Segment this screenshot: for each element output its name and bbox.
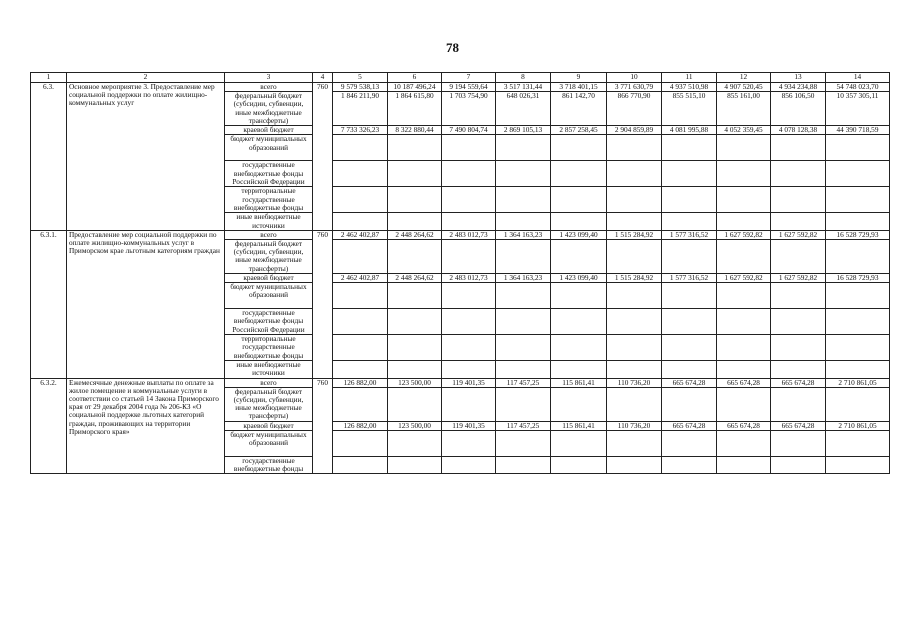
funding-source: территориальные государственные внебюджетные фонды <box>225 335 313 361</box>
value-cell: 1 577 316,52 <box>662 274 717 283</box>
value-cell: 855 161,00 <box>717 92 771 126</box>
value-cell: 3 771 630,79 <box>607 83 662 92</box>
value-cell: 3 718 401,15 <box>551 83 607 92</box>
executor-code: 760 <box>313 83 333 231</box>
value-cell <box>607 135 662 161</box>
value-cell <box>333 161 388 187</box>
value-cell <box>333 240 388 274</box>
value-cell <box>333 457 388 474</box>
value-cell <box>717 361 771 378</box>
value-cell <box>551 283 607 309</box>
value-cell: 4 081 995,88 <box>662 126 717 135</box>
value-cell: 117 457,25 <box>496 421 551 430</box>
value-cell: 4 052 359,45 <box>717 126 771 135</box>
value-cell <box>388 457 442 474</box>
value-cell <box>551 213 607 230</box>
value-cell: 2 483 012,73 <box>442 230 496 239</box>
value-cell: 126 882,00 <box>333 421 388 430</box>
column-header-row <box>31 73 890 83</box>
value-cell <box>442 135 496 161</box>
table-row <box>31 83 890 92</box>
value-cell <box>496 283 551 309</box>
value-cell <box>826 457 890 474</box>
value-cell <box>496 187 551 213</box>
funding-source: краевой бюджет <box>225 126 313 135</box>
value-cell <box>607 283 662 309</box>
funding-source: территориальные государственные внебюджетные фонды <box>225 187 313 213</box>
value-cell: 10 357 305,11 <box>826 92 890 126</box>
value-cell <box>826 187 890 213</box>
value-cell: 4 937 510,98 <box>662 83 717 92</box>
value-cell <box>662 387 717 421</box>
item-title: Ежемесячные денежные выплаты по оплате за жилое помещение и коммунальные услуги в соответствии со статьей 14 Закона Приморского края от 29 декабря 2004 года № 206-КЗ «О социальной поддержке льготных категорий граждан, проживающих на территории Приморского края» <box>67 378 225 474</box>
value-cell: 1 864 615,80 <box>388 92 442 126</box>
value-cell: 4 078 128,38 <box>771 126 826 135</box>
column-header: 4 <box>313 73 333 83</box>
value-cell <box>717 335 771 361</box>
value-cell <box>771 457 826 474</box>
value-cell <box>388 387 442 421</box>
column-header: 6 <box>388 73 442 83</box>
value-cell <box>771 387 826 421</box>
value-cell <box>717 135 771 161</box>
value-cell: 110 736,20 <box>607 421 662 430</box>
value-cell: 855 515,10 <box>662 92 717 126</box>
value-cell: 7 490 804,74 <box>442 126 496 135</box>
column-header: 13 <box>771 73 826 83</box>
value-cell <box>662 431 717 457</box>
value-cell <box>388 361 442 378</box>
value-cell: 123 500,00 <box>388 421 442 430</box>
value-cell: 10 187 496,24 <box>388 83 442 92</box>
value-cell <box>607 213 662 230</box>
value-cell <box>551 187 607 213</box>
value-cell: 7 733 326,23 <box>333 126 388 135</box>
value-cell: 2 869 105,13 <box>496 126 551 135</box>
funding-source: федеральный бюджет (субсидии, субвенции, иные межбюджетные трансферты) <box>225 240 313 274</box>
value-cell <box>388 431 442 457</box>
value-cell <box>717 283 771 309</box>
value-cell <box>388 309 442 335</box>
value-cell <box>607 161 662 187</box>
item-title: Предоставление мер социальной поддержки по оплате жилищно-коммунальных услуг в Приморском крае льготным категориям граждан <box>67 230 225 378</box>
value-cell <box>333 361 388 378</box>
value-cell <box>662 309 717 335</box>
value-cell: 2 462 402,87 <box>333 230 388 239</box>
value-cell <box>496 309 551 335</box>
column-header: 3 <box>225 73 313 83</box>
funding-source: государственные внебюджетные фонды Российской Федерации <box>225 161 313 187</box>
page-number: 78 <box>446 40 459 55</box>
value-cell <box>717 213 771 230</box>
value-cell: 16 528 729,93 <box>826 230 890 239</box>
value-cell <box>551 457 607 474</box>
value-cell: 1 577 316,52 <box>662 230 717 239</box>
column-header: 10 <box>607 73 662 83</box>
value-cell <box>607 387 662 421</box>
value-cell: 648 026,31 <box>496 92 551 126</box>
value-cell <box>551 309 607 335</box>
value-cell: 123 500,00 <box>388 378 442 387</box>
value-cell <box>551 161 607 187</box>
value-cell <box>607 309 662 335</box>
value-cell: 117 457,25 <box>496 378 551 387</box>
value-cell <box>442 161 496 187</box>
value-cell <box>442 213 496 230</box>
value-cell <box>717 187 771 213</box>
value-cell <box>771 135 826 161</box>
value-cell <box>662 213 717 230</box>
value-cell <box>826 240 890 274</box>
value-cell <box>442 431 496 457</box>
value-cell <box>333 387 388 421</box>
value-cell: 665 674,28 <box>717 421 771 430</box>
value-cell <box>717 161 771 187</box>
column-header: 7 <box>442 73 496 83</box>
value-cell: 1 364 163,23 <box>496 230 551 239</box>
value-cell <box>442 283 496 309</box>
value-cell: 110 736,20 <box>607 378 662 387</box>
column-header: 12 <box>717 73 771 83</box>
value-cell: 665 674,28 <box>771 378 826 387</box>
value-cell: 119 401,35 <box>442 378 496 387</box>
value-cell: 2 462 402,87 <box>333 274 388 283</box>
value-cell <box>496 361 551 378</box>
value-cell <box>496 240 551 274</box>
value-cell <box>496 431 551 457</box>
value-cell: 119 401,35 <box>442 421 496 430</box>
value-cell <box>662 335 717 361</box>
value-cell <box>826 387 890 421</box>
value-cell: 2 710 861,05 <box>826 421 890 430</box>
value-cell <box>496 457 551 474</box>
value-cell <box>826 361 890 378</box>
column-header: 5 <box>333 73 388 83</box>
value-cell <box>388 161 442 187</box>
funding-source: бюджет муниципальных образований <box>225 283 313 309</box>
table-row <box>31 230 890 239</box>
value-cell <box>388 283 442 309</box>
value-cell: 2 710 861,05 <box>826 378 890 387</box>
value-cell: 2 448 264,62 <box>388 274 442 283</box>
value-cell: 1 627 592,82 <box>771 274 826 283</box>
value-cell <box>607 457 662 474</box>
value-cell <box>333 309 388 335</box>
value-cell <box>496 213 551 230</box>
value-cell: 1 423 099,40 <box>551 230 607 239</box>
value-cell: 1 846 211,90 <box>333 92 388 126</box>
value-cell <box>442 387 496 421</box>
value-cell: 115 861,41 <box>551 421 607 430</box>
value-cell: 2 483 012,73 <box>442 274 496 283</box>
value-cell <box>771 431 826 457</box>
value-cell <box>442 361 496 378</box>
value-cell <box>771 335 826 361</box>
value-cell: 2 448 264,62 <box>388 230 442 239</box>
value-cell: 115 861,41 <box>551 378 607 387</box>
value-cell: 2 857 258,45 <box>551 126 607 135</box>
value-cell <box>826 161 890 187</box>
value-cell <box>442 309 496 335</box>
value-cell <box>717 431 771 457</box>
value-cell <box>607 335 662 361</box>
budget-table <box>30 72 890 474</box>
value-cell <box>551 361 607 378</box>
value-cell: 861 142,70 <box>551 92 607 126</box>
value-cell <box>607 240 662 274</box>
column-header: 2 <box>67 73 225 83</box>
column-header: 11 <box>662 73 717 83</box>
value-cell <box>662 283 717 309</box>
value-cell <box>551 387 607 421</box>
value-cell <box>826 213 890 230</box>
value-cell: 1 423 099,40 <box>551 274 607 283</box>
value-cell: 665 674,28 <box>662 421 717 430</box>
value-cell <box>551 240 607 274</box>
value-cell <box>388 213 442 230</box>
value-cell <box>662 187 717 213</box>
value-cell <box>771 187 826 213</box>
value-cell <box>662 361 717 378</box>
value-cell <box>607 187 662 213</box>
funding-source: федеральный бюджет (субсидии, субвенции, иные межбюджетные трансферты) <box>225 387 313 421</box>
value-cell <box>442 240 496 274</box>
value-cell <box>771 161 826 187</box>
column-header: 14 <box>826 73 890 83</box>
value-cell <box>551 135 607 161</box>
value-cell <box>826 309 890 335</box>
value-cell <box>333 135 388 161</box>
value-cell <box>662 240 717 274</box>
value-cell <box>333 283 388 309</box>
value-cell: 4 907 520,45 <box>717 83 771 92</box>
funding-source: краевой бюджет <box>225 274 313 283</box>
funding-source: иные внебюджетные источники <box>225 213 313 230</box>
value-cell: 1 515 284,92 <box>607 274 662 283</box>
value-cell: 1 627 592,82 <box>717 230 771 239</box>
value-cell: 44 390 718,59 <box>826 126 890 135</box>
value-cell: 1 515 284,92 <box>607 230 662 239</box>
value-cell: 126 882,00 <box>333 378 388 387</box>
value-cell <box>333 431 388 457</box>
value-cell: 4 934 234,88 <box>771 83 826 92</box>
value-cell <box>551 431 607 457</box>
item-code: 6.3.2. <box>31 378 67 474</box>
value-cell <box>771 240 826 274</box>
value-cell <box>388 135 442 161</box>
value-cell <box>496 335 551 361</box>
value-cell <box>826 431 890 457</box>
value-cell <box>717 309 771 335</box>
executor-code: 760 <box>313 378 333 474</box>
value-cell <box>607 361 662 378</box>
value-cell <box>826 135 890 161</box>
value-cell <box>442 457 496 474</box>
value-cell <box>826 283 890 309</box>
column-header: 1 <box>31 73 67 83</box>
value-cell <box>662 135 717 161</box>
value-cell: 3 517 131,44 <box>496 83 551 92</box>
value-cell: 1 364 163,23 <box>496 274 551 283</box>
funding-source: бюджет муниципальных образований <box>225 135 313 161</box>
funding-source: краевой бюджет <box>225 421 313 430</box>
value-cell: 2 904 859,89 <box>607 126 662 135</box>
value-cell: 1 703 754,90 <box>442 92 496 126</box>
column-header: 8 <box>496 73 551 83</box>
value-cell <box>333 213 388 230</box>
item-title: Основное мероприятие 3. Предоставление мер социальной поддержки по оплате жилищно-коммунальных услуг <box>67 83 225 231</box>
value-cell <box>496 387 551 421</box>
value-cell <box>496 135 551 161</box>
value-cell <box>333 335 388 361</box>
value-cell <box>771 309 826 335</box>
value-cell: 54 748 023,70 <box>826 83 890 92</box>
funding-source: всего <box>225 83 313 92</box>
value-cell <box>771 361 826 378</box>
value-cell <box>771 283 826 309</box>
funding-source: государственные внебюджетные фонды Российской Федерации <box>225 309 313 335</box>
value-cell: 665 674,28 <box>771 421 826 430</box>
value-cell: 1 627 592,82 <box>771 230 826 239</box>
value-cell: 866 770,90 <box>607 92 662 126</box>
value-cell <box>442 187 496 213</box>
funding-source: иные внебюджетные источники <box>225 361 313 378</box>
value-cell <box>607 431 662 457</box>
funding-source: всего <box>225 230 313 239</box>
value-cell <box>496 161 551 187</box>
value-cell <box>717 457 771 474</box>
item-code: 6.3.1. <box>31 230 67 378</box>
value-cell <box>388 187 442 213</box>
table-row <box>31 378 890 387</box>
funding-source: государственные внебюджетные фонды <box>225 457 313 474</box>
value-cell <box>388 335 442 361</box>
value-cell <box>388 240 442 274</box>
value-cell <box>771 213 826 230</box>
value-cell <box>717 387 771 421</box>
item-code: 6.3. <box>31 83 67 231</box>
value-cell: 856 106,50 <box>771 92 826 126</box>
value-cell: 9 194 559,64 <box>442 83 496 92</box>
value-cell <box>826 335 890 361</box>
value-cell <box>662 161 717 187</box>
value-cell <box>333 187 388 213</box>
value-cell: 665 674,28 <box>717 378 771 387</box>
value-cell <box>662 457 717 474</box>
value-cell <box>442 335 496 361</box>
executor-code: 760 <box>313 230 333 378</box>
value-cell <box>551 335 607 361</box>
funding-source: бюджет муниципальных образований <box>225 431 313 457</box>
value-cell: 665 674,28 <box>662 378 717 387</box>
funding-source: всего <box>225 378 313 387</box>
value-cell: 1 627 592,82 <box>717 274 771 283</box>
funding-source: федеральный бюджет (субсидии, субвенции, иные межбюджетные трансферты) <box>225 92 313 126</box>
value-cell: 9 579 538,13 <box>333 83 388 92</box>
value-cell: 16 528 729,93 <box>826 274 890 283</box>
column-header: 9 <box>551 73 607 83</box>
value-cell: 8 322 880,44 <box>388 126 442 135</box>
value-cell <box>717 240 771 274</box>
